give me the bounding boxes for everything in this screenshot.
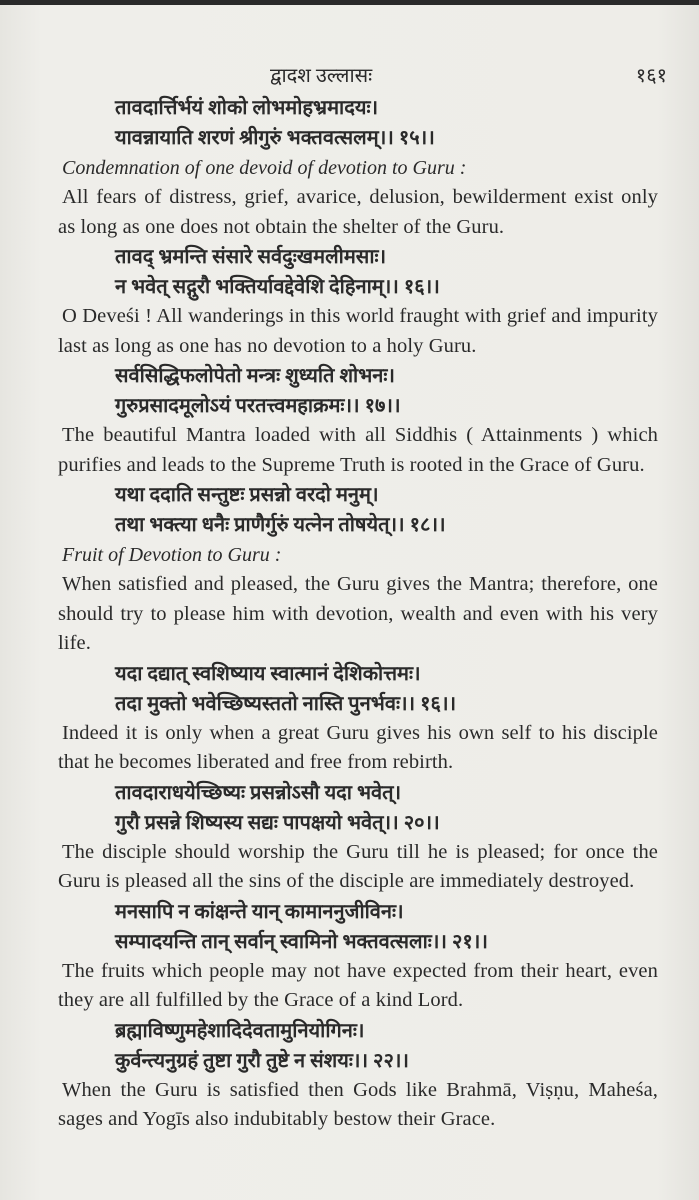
verse-line: ब्रह्माविष्णुमहेशादिदेवतामुनियोगिनः। (115, 1019, 365, 1042)
translation-paragraph: The disciple should worship the Guru till he is pleased; for once the Guru is pleased all the sins of the disciple are immediately destroyed. (58, 840, 658, 892)
verse-line: गुरुप्रसादमूलोऽयं परतत्त्वमहाक्रमः।। १७।। (115, 395, 401, 417)
verse-line: तथा भक्त्या धनैः प्राणैर्गुरुं यत्नेन तोषयेत्।। १८।। (115, 514, 446, 536)
translation-paragraph: The fruits which people may not have expected from their heart, even they are all fulfilled by the Grace of a kind Lord. (58, 959, 658, 1011)
page-header (0, 61, 699, 95)
verse-line: मनसापि न कांक्षन्ते यान् कामाननुजीविनः। (115, 900, 404, 923)
verse-line: यथा ददाति सन्तुष्टः प्रसन्नो वरदो मनुम्। (115, 484, 379, 506)
translation-paragraph: O Deveśi ! All wanderings in this world fraught with grief and impurity last as long as one has no devotion to a holy Guru. (58, 305, 658, 357)
verse-line: तावदार्त्तिर्भयं शोको लोभमोहभ्रमादयः। (115, 97, 379, 119)
verse-line: गुरौ प्रसन्ने शिष्यस्य सद्यः पापक्षयो भवेत्।। २०।। (115, 811, 440, 834)
verse-line: कुर्वन्त्यनुग्रहं तुष्टा गुरौ तुष्टे न संशयः।। २२।। (115, 1049, 409, 1072)
verse-line: तावदाराधयेच्छिष्यः प्रसन्नोऽसौ यदा भवेत्। (115, 781, 402, 804)
chapter-title: द्वादश उल्लासः (270, 65, 373, 87)
translation-paragraph: Indeed it is only when a great Guru gives his own self to his disciple that he becomes liberated and free from rebirth. (58, 721, 658, 773)
translation-paragraph: The beautiful Mantra loaded with all Siddhis ( Attainments ) which purifies and leads to the Supreme Truth is rooted in the Grace of Guru. (58, 424, 658, 476)
page-content (58, 93, 658, 1135)
page-number: १६१ (635, 65, 667, 87)
verse-line: यदा दद्यात् स्वशिष्याय स्वात्मानं देशिकोत्तमः। (115, 662, 421, 685)
section-heading: Condemnation of one devoid of devotion to Guru : (62, 157, 467, 179)
translation-paragraph: When satisfied and pleased, the Guru gives the Mantra; therefore, one should try to please him with devotion, wealth and even with his very life. (58, 573, 658, 654)
verse-line: यावन्नायाति शरणं श्रीगुरुं भक्तवत्सलम्।। १५।। (115, 127, 435, 149)
section-heading: Fruit of Devotion to Guru : (62, 544, 282, 566)
verse-line: न भवेत् सद्गुरौ भक्तिर्यावद्देवेशि देहिनाम्।। १६।। (115, 276, 440, 298)
verse-line: सम्पादयन्ति तान् सर्वान् स्वामिनो भक्तवत्सलाः।। २१।। (115, 930, 488, 953)
verse-line: तदा मुक्तो भवेच्छिष्यस्ततो नास्ति पुनर्भवः।। १६।। (115, 692, 457, 715)
translation-paragraph: When the Guru is satisfied then Gods like Brahmā, Viṣṇu, Maheśa, sages and Yogīs also indubitably bestow their Grace. (58, 1078, 658, 1130)
verse-line: सर्वसिद्धिफलोपेतो मन्त्रः शुध्यति शोभनः। (115, 365, 395, 387)
translation-paragraph: All fears of distress, grief, avarice, delusion, bewilderment exist only as long as one does not obtain the shelter of the Guru. (58, 186, 658, 238)
verse-line: तावद् भ्रमन्ति संसारे सर्वदुःखमलीमसाः। (115, 246, 387, 268)
